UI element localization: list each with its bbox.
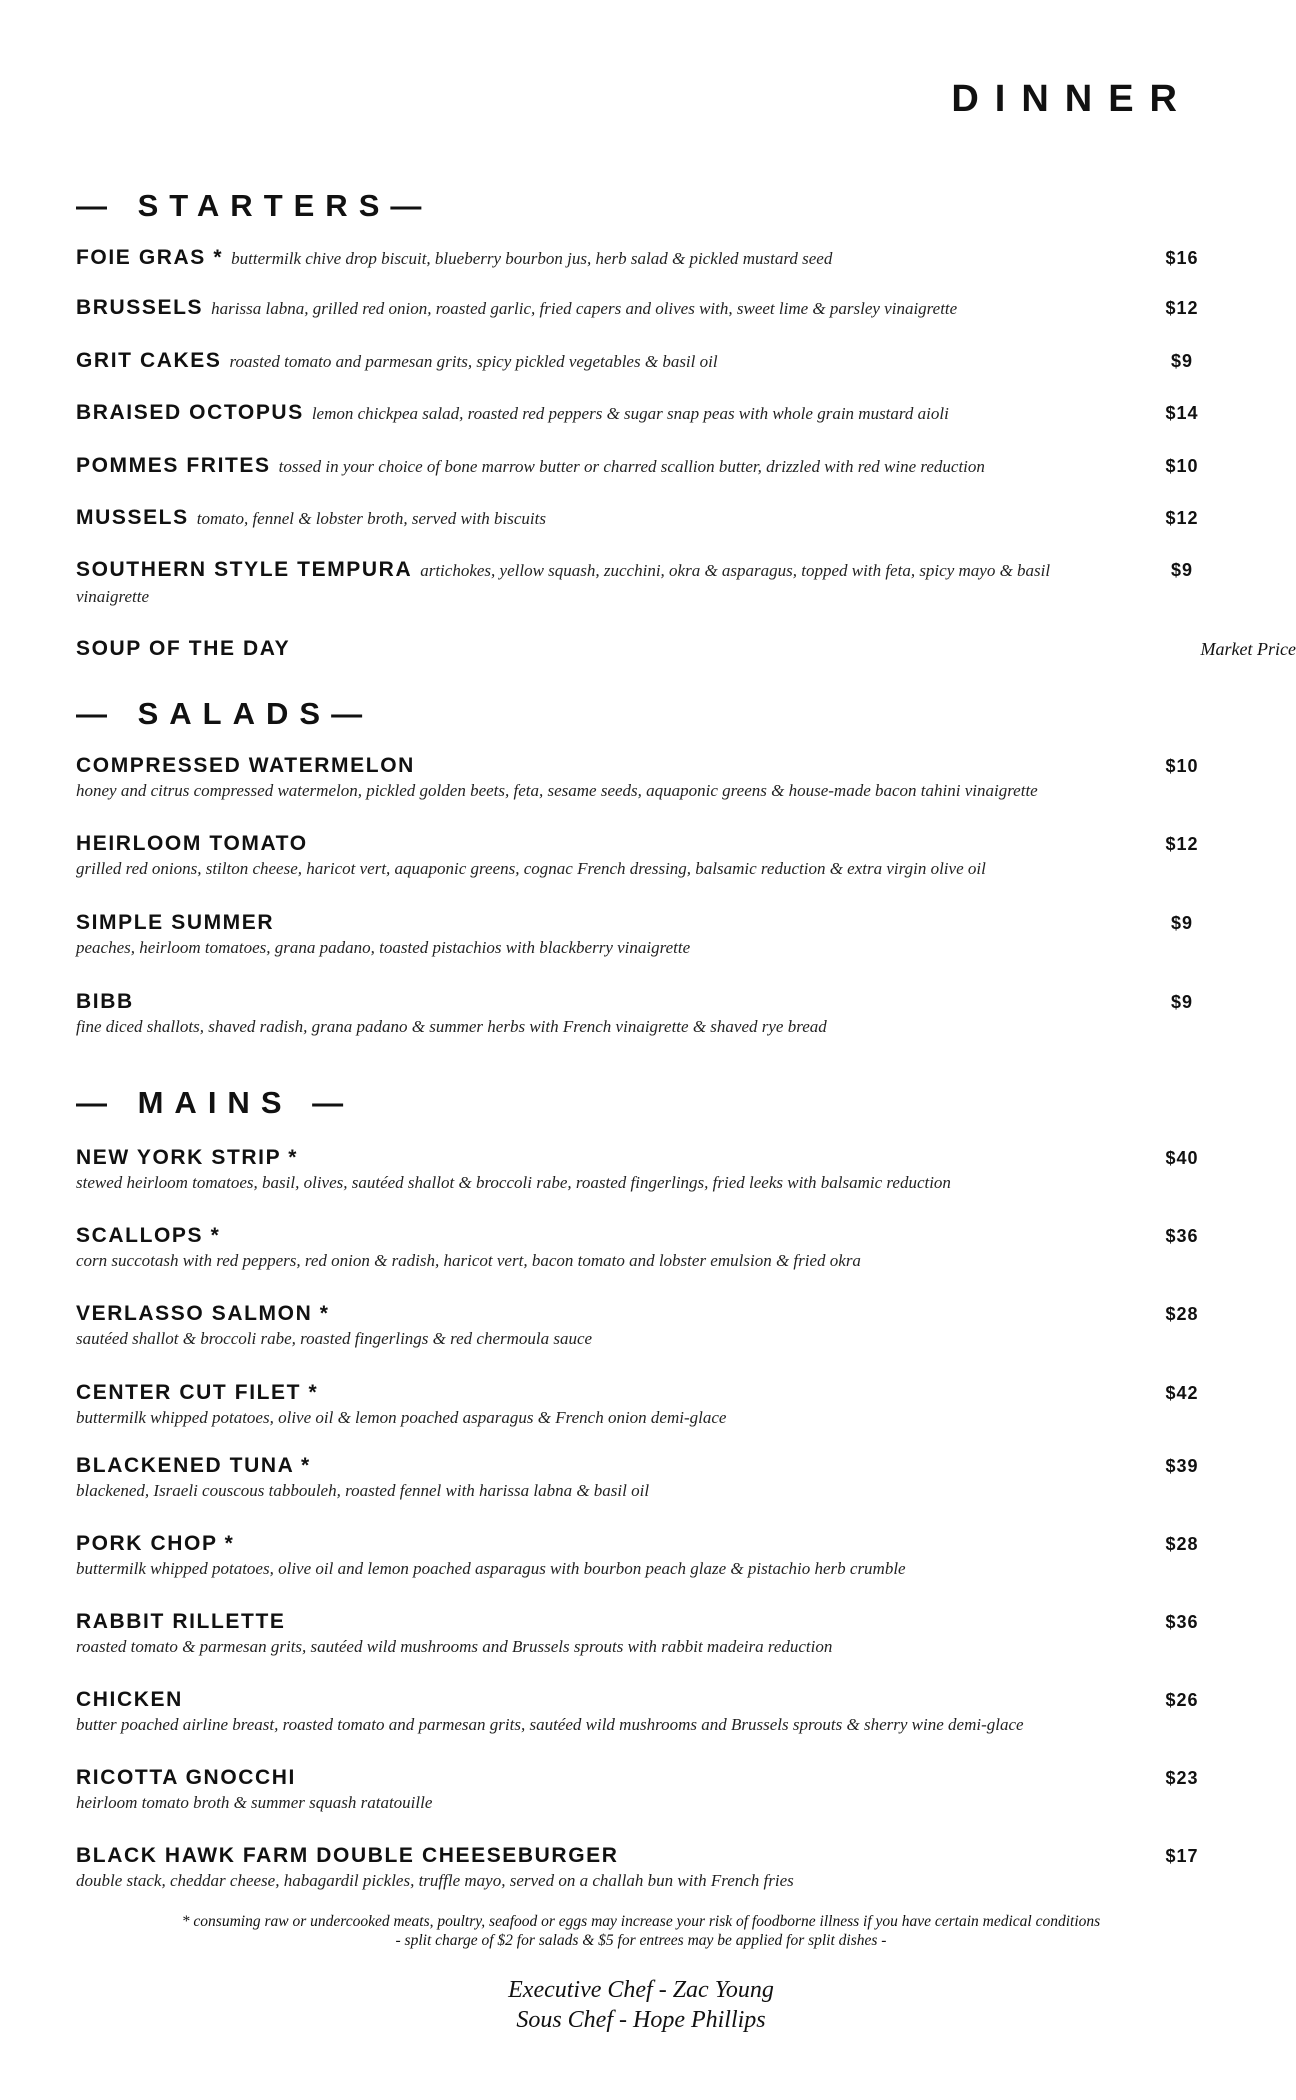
item-description: fine diced shallots, shaved radish, grana padano & summer herbs with French vinaigrette & shaved rye bread [76, 1017, 827, 1036]
item-description: sautéed shallot & broccoli rabe, roasted fingerlings & red chermoula sauce [76, 1329, 593, 1348]
item-description: peaches, heirloom tomatoes, grana padano, toasted pistachios with blackberry vinaigrette [76, 938, 691, 957]
menu-item [76, 348, 1206, 375]
item-price: $23 [1165, 1768, 1199, 1788]
menu-item [76, 1765, 1206, 1815]
menu-item [76, 1380, 1206, 1430]
item-name: CHICKEN [76, 1688, 183, 1711]
item-description: artichokes, yellow squash, zucchini, okra & asparagus, topped with feta, spicy mayo & basil vinaigrette [76, 561, 1051, 606]
starters-heading: — STARTERS— [76, 188, 433, 223]
menu-item [76, 453, 1206, 480]
menu-item [76, 1223, 1206, 1273]
item-name: SCALLOPS * [76, 1224, 221, 1247]
item-name: BIBB [76, 990, 134, 1013]
item-description: roasted tomato and parmesan grits, spicy pickled vegetables & basil oil [229, 352, 718, 371]
item-name: MUSSELS [76, 506, 189, 529]
item-price: $42 [1165, 1383, 1199, 1403]
item-price: $9 [1170, 913, 1194, 933]
item-price: $26 [1165, 1690, 1199, 1710]
item-name: COMPRESSED WATERMELON [76, 754, 415, 777]
menu-item [76, 1687, 1206, 1737]
item-name: GRIT CAKES [76, 349, 222, 372]
item-price: $12 [1165, 298, 1199, 318]
item-description: buttermilk whipped potatoes, olive oil and lemon poached asparagus with bourbon peach glaze & pistachio herb crumble [76, 1559, 906, 1578]
item-name: PORK CHOP * [76, 1532, 235, 1555]
item-name: BRUSSELS [76, 296, 204, 319]
item-name: SOUTHERN STYLE TEMPURA [76, 558, 413, 581]
item-name: FOIE GRAS * [76, 246, 224, 269]
item-price: $12 [1165, 508, 1199, 528]
menu-item [76, 1531, 1206, 1581]
menu-item [76, 400, 1206, 427]
item-price: $9 [1170, 992, 1194, 1012]
item-name: HEIRLOOM TOMATO [76, 832, 308, 855]
menu-item [76, 636, 1296, 663]
salads-heading: — SALADS— [76, 696, 374, 731]
item-price: $16 [1165, 248, 1199, 268]
item-description: blackened, Israeli couscous tabbouleh, roasted fennel with harissa labna & basil oil [76, 1481, 650, 1500]
item-price: $12 [1165, 834, 1199, 854]
item-price: $40 [1165, 1148, 1199, 1168]
item-description: corn succotash with red peppers, red onion & radish, haricot vert, bacon tomato and lobster emulsion & fried okra [76, 1251, 861, 1270]
item-name: BRAISED OCTOPUS [76, 401, 304, 424]
menu-item [76, 1843, 1206, 1893]
menu-item [76, 989, 1206, 1039]
item-price: $14 [1165, 403, 1199, 423]
item-price: $28 [1165, 1534, 1199, 1554]
menu-item [76, 1609, 1206, 1659]
item-description: double stack, cheddar cheese, habagardil pickles, truffle mayo, served on a challah bun with French fries [76, 1871, 794, 1890]
item-description: grilled red onions, stilton cheese, haricot vert, aquaponic greens, cognac French dressing, balsamic reduction & extra virgin olive oil [76, 859, 986, 878]
allergy-disclaimer: * consuming raw or undercooked meats, poultry, seafood or eggs may increase your risk of foodborne illness if you have certain medical conditions [181, 1913, 1101, 1930]
item-description: heirloom tomato broth & summer squash ratatouille [76, 1793, 433, 1812]
sous-chef: Sous Chef - Hope Phillips [516, 2007, 766, 2033]
item-description: buttermilk chive drop biscuit, blueberry bourbon jus, herb salad & pickled mustard seed [231, 249, 833, 268]
item-price: $10 [1165, 456, 1199, 476]
item-price: $17 [1165, 1846, 1199, 1866]
mains-heading: — MAINS — [76, 1085, 355, 1120]
item-price: $36 [1165, 1612, 1199, 1632]
item-name: RICOTTA GNOCCHI [76, 1766, 296, 1789]
item-description: stewed heirloom tomatoes, basil, olives, sautéed shallot & broccoli rabe, roasted fingerlings, fried leeks with balsamic reduction [76, 1173, 951, 1192]
menu-item [76, 1145, 1206, 1195]
menu-item [76, 295, 1206, 322]
item-name: NEW YORK STRIP * [76, 1146, 299, 1169]
item-description: butter poached airline breast, roasted tomato and parmesan grits, sautéed wild mushrooms and Brussels sprouts & sherry wine demi-glace [76, 1715, 1024, 1734]
menu-item [76, 910, 1206, 960]
executive-chef: Executive Chef - Zac Young [508, 1977, 774, 2003]
item-name: SIMPLE SUMMER [76, 911, 275, 934]
item-description: lemon chickpea salad, roasted red peppers & sugar snap peas with whole grain mustard aioli [311, 404, 949, 423]
menu-item [76, 557, 1206, 610]
item-description: buttermilk whipped potatoes, olive oil & lemon poached asparagus & French onion demi-glace [76, 1408, 727, 1427]
menu-item [76, 505, 1206, 532]
split-charge-note: - split charge of $2 for salads & $5 for entrees may be applied for split dishes - [395, 1932, 887, 1949]
item-price: $10 [1165, 756, 1199, 776]
menu-item [76, 753, 1206, 803]
item-price: Market Price [1200, 639, 1296, 659]
item-name: SOUP OF THE DAY [76, 637, 291, 660]
item-name: BLACK HAWK FARM DOUBLE CHEESEBURGER [76, 1844, 619, 1867]
item-name: VERLASSO SALMON * [76, 1302, 330, 1325]
menu-item [76, 831, 1206, 881]
item-description: honey and citrus compressed watermelon, pickled golden beets, feta, sesame seeds, aquaponic greens & house-made bacon tahini vinaigrette [76, 781, 1038, 800]
item-description: tossed in your choice of bone marrow butter or charred scallion butter, drizzled with red wine reduction [278, 457, 985, 476]
item-name: CENTER CUT FILET * [76, 1381, 319, 1404]
item-price: $36 [1165, 1226, 1199, 1246]
menu-item [76, 1301, 1206, 1351]
menu-item [76, 245, 1206, 272]
page-title: DINNER [951, 78, 1193, 120]
menu-item [76, 1453, 1206, 1503]
item-description: tomato, fennel & lobster broth, served with biscuits [196, 509, 546, 528]
item-price: $9 [1170, 560, 1194, 580]
item-name: BLACKENED TUNA * [76, 1454, 311, 1477]
item-name: POMMES FRITES [76, 454, 271, 477]
item-price: $28 [1165, 1304, 1199, 1324]
item-name: RABBIT RILLETTE [76, 1610, 286, 1633]
item-description: harissa labna, grilled red onion, roasted garlic, fried capers and olives with, sweet lime & parsley vinaigrette [211, 299, 958, 318]
item-description: roasted tomato & parmesan grits, sautéed wild mushrooms and Brussels sprouts with rabbit madeira reduction [76, 1637, 833, 1656]
item-price: $9 [1170, 351, 1194, 371]
item-price: $39 [1165, 1456, 1199, 1476]
